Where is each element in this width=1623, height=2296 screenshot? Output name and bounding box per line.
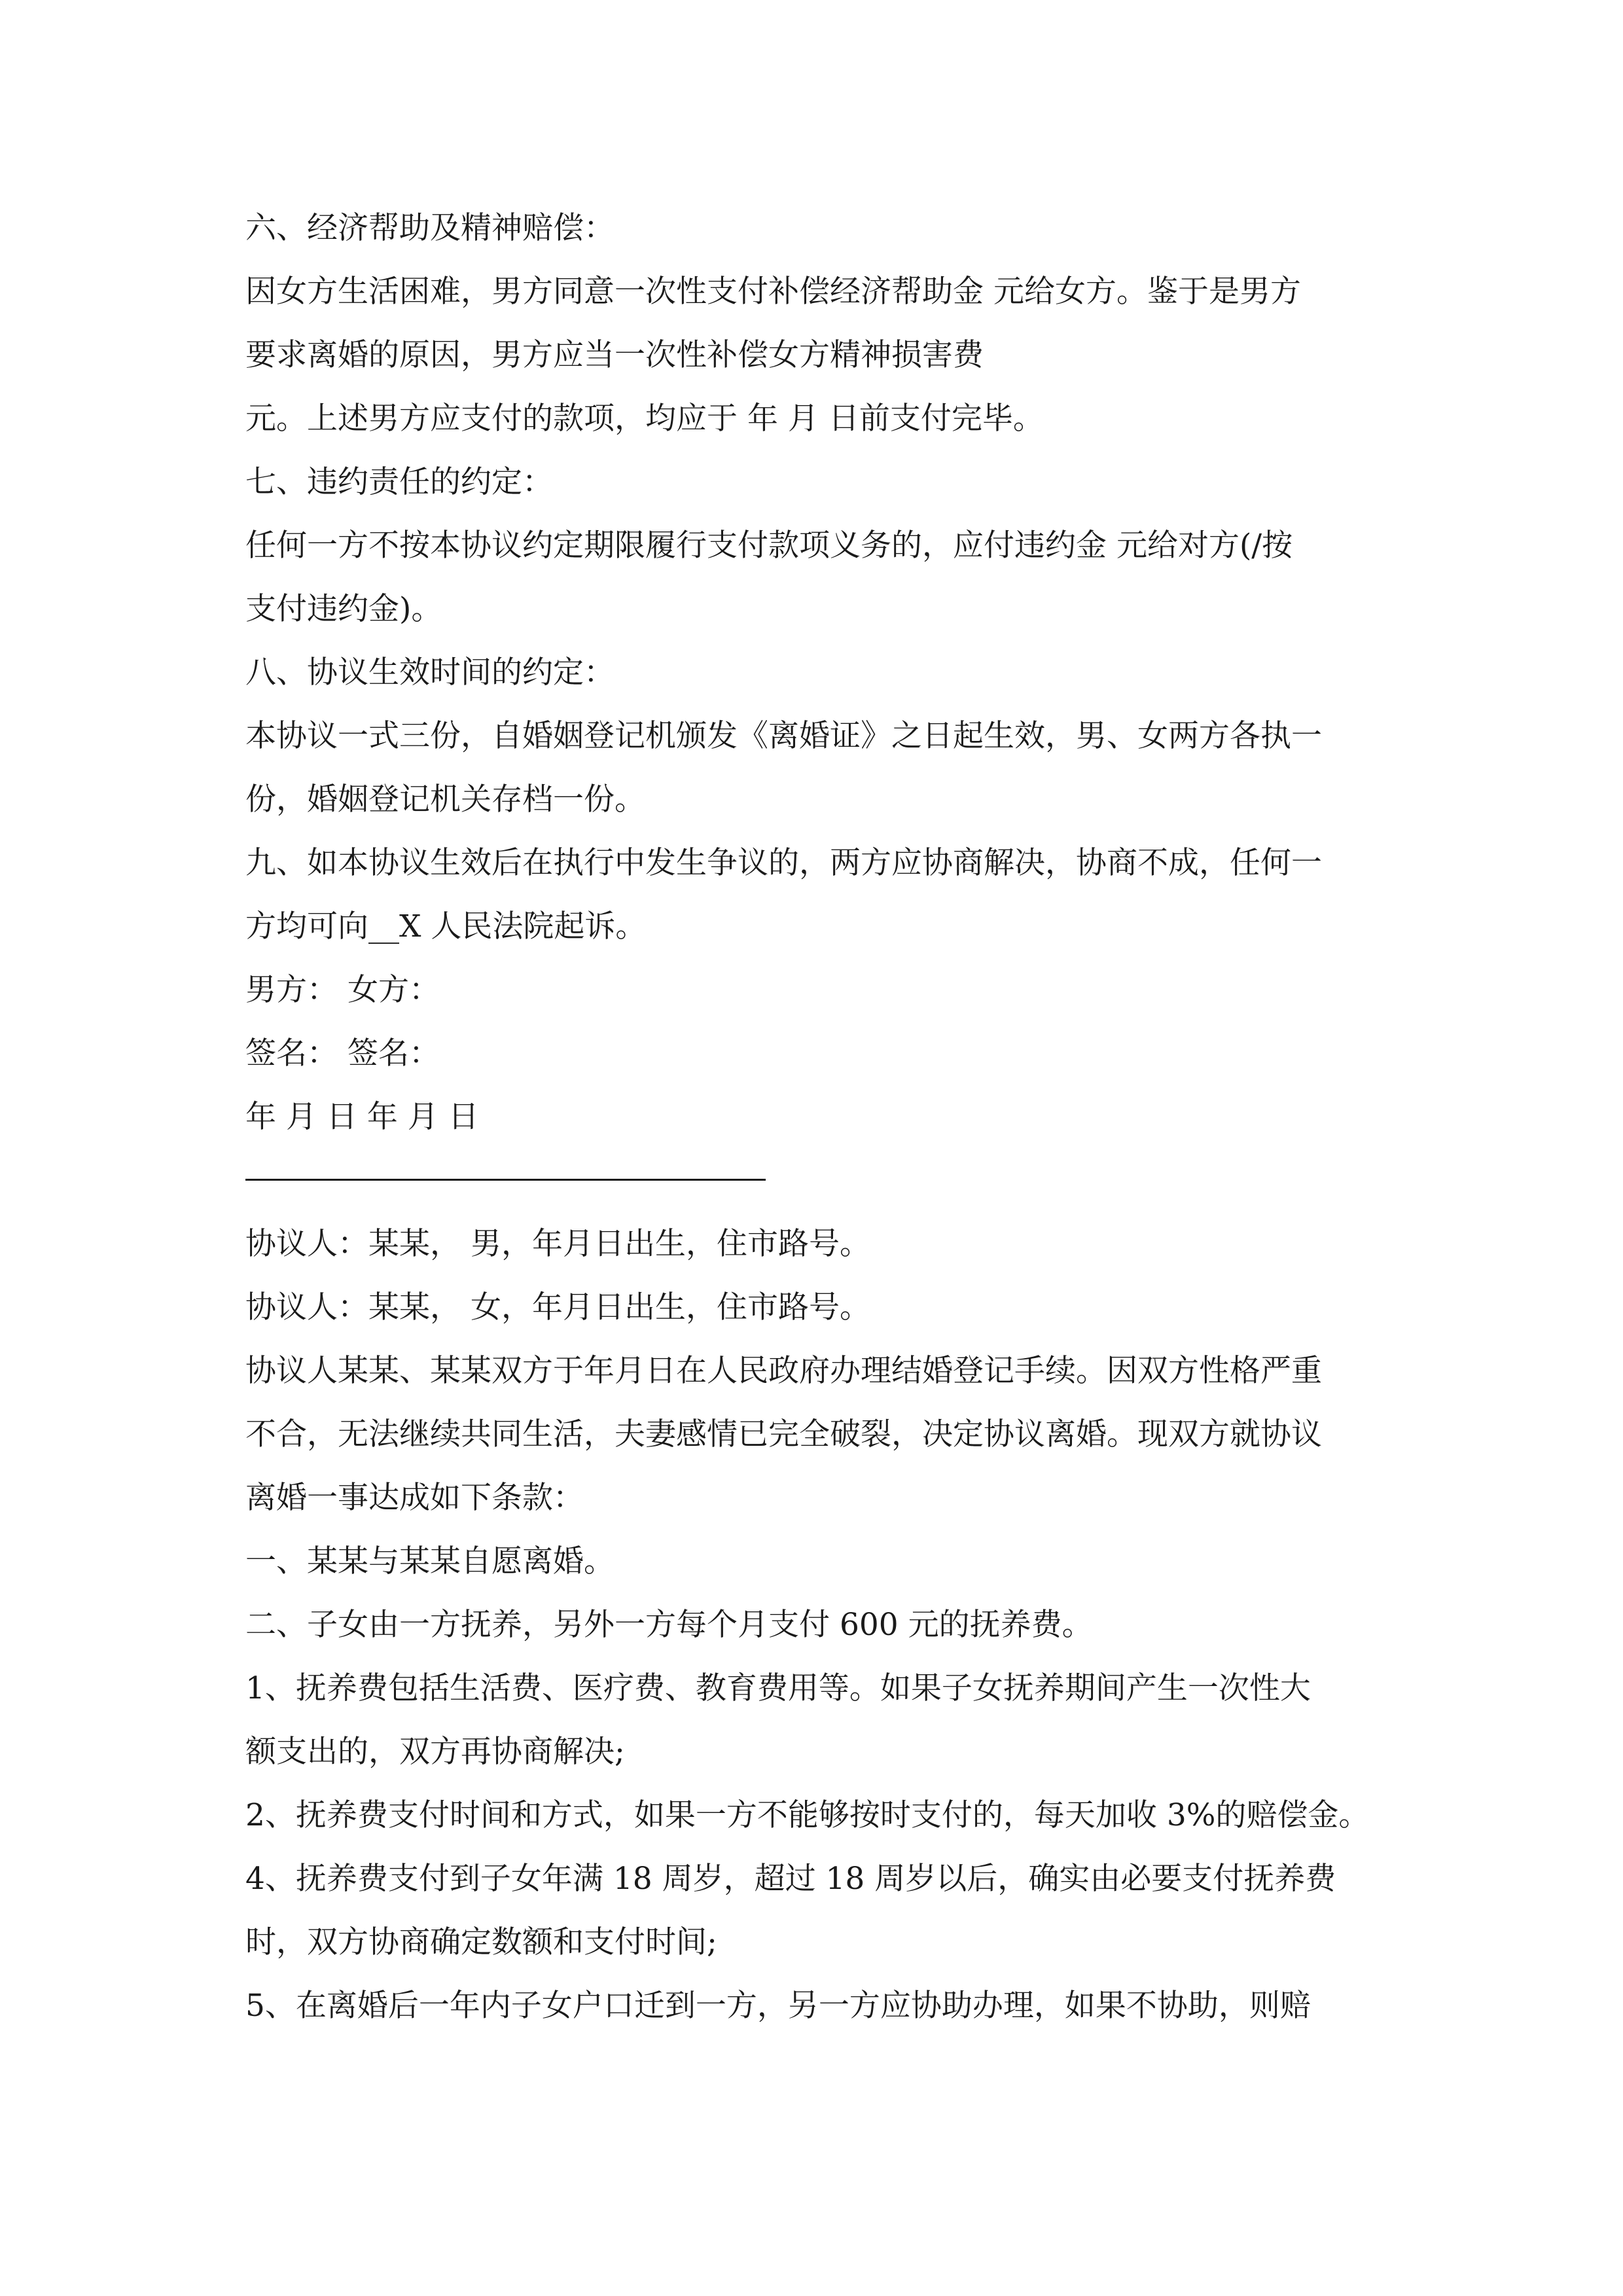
clause-line: 1、抚养费包括生活费、医疗费、教育费用等。如果子女抚养期间产生一次性大: [245, 1670, 1311, 1706]
clause-line: 二、子女由一方抚养，另外一方每个月支付 600 元的抚养费。: [245, 1607, 1093, 1643]
paragraph-line: 支付违约金)。: [245, 591, 442, 627]
section-heading-breach: 七、违约责任的约定：: [245, 464, 553, 500]
clause-line: 一、某某与某某自愿离婚。: [245, 1543, 615, 1579]
signature-labels: 签名： 签名：: [245, 1035, 440, 1071]
paragraph-line: 不合，无法继续共同生活，夫妻感情已完全破裂，决定协议离婚。现双方就协议: [245, 1416, 1322, 1452]
divider-rule: [245, 1179, 766, 1181]
date-labels: 年 月 日 年 月 日: [245, 1099, 479, 1135]
section-heading-economic-help: 六、经济帮助及精神赔偿：: [245, 210, 615, 246]
paragraph-line: 因女方生活困难，男方同意一次性支付补偿经济帮助金 元给女方。鉴于是男方: [245, 274, 1301, 310]
clause-line: 额支出的，双方再协商解决;: [245, 1734, 625, 1770]
paragraph-line: 元。上述男方应支付的款项，均应于 年 月 日前支付完毕。: [245, 401, 1044, 437]
section-heading-effective-time: 八、协议生效时间的约定：: [245, 655, 615, 691]
party-info-line: 协议人：某某， 男，年月日出生，住市路号。: [245, 1226, 870, 1262]
paragraph-line: 九、如本协议生效后在执行中发生争议的，两方应协商解决，协商不成，任何一: [245, 845, 1322, 881]
paragraph-line: 方均可向__X 人民法院起诉。: [245, 908, 647, 944]
paragraph-line: 份，婚姻登记机关存档一份。: [245, 781, 645, 817]
clause-line: 5、在离婚后一年内子女户口迁到一方，另一方应协助办理，如果不协助，则赔: [245, 1988, 1311, 2024]
section-divider: [245, 1149, 1381, 1212]
paragraph-line: 要求离婚的原因，男方应当一次性补偿女方精神损害费: [245, 337, 984, 373]
party-labels: 男方： 女方：: [245, 972, 440, 1008]
paragraph-line: 协议人某某、某某双方于年月日在人民政府办理结婚登记手续。因双方性格严重: [245, 1353, 1322, 1389]
clause-line: 2、抚养费支付时间和方式，如果一方不能够按时支付的，每天加收 3%的赔偿金。: [245, 1797, 1370, 1833]
paragraph-line: 离婚一事达成如下条款：: [245, 1480, 584, 1516]
party-info-line: 协议人：某某， 女，年月日出生，住市路号。: [245, 1289, 870, 1325]
document-body: [245, 196, 1381, 2037]
clause-line: 4、抚养费支付到子女年满 18 周岁，超过 18 周岁以后，确实由必要支付抚养费: [245, 1861, 1336, 1897]
paragraph-line: 任何一方不按本协议约定期限履行支付款项义务的，应付违约金 元给对方(/按: [245, 528, 1293, 564]
clause-line: 时，双方协商确定数额和支付时间;: [245, 1924, 717, 1960]
paragraph-line: 本协议一式三份，自婚姻登记机颁发《离婚证》之日起生效，男、女两方各执一: [245, 718, 1322, 754]
